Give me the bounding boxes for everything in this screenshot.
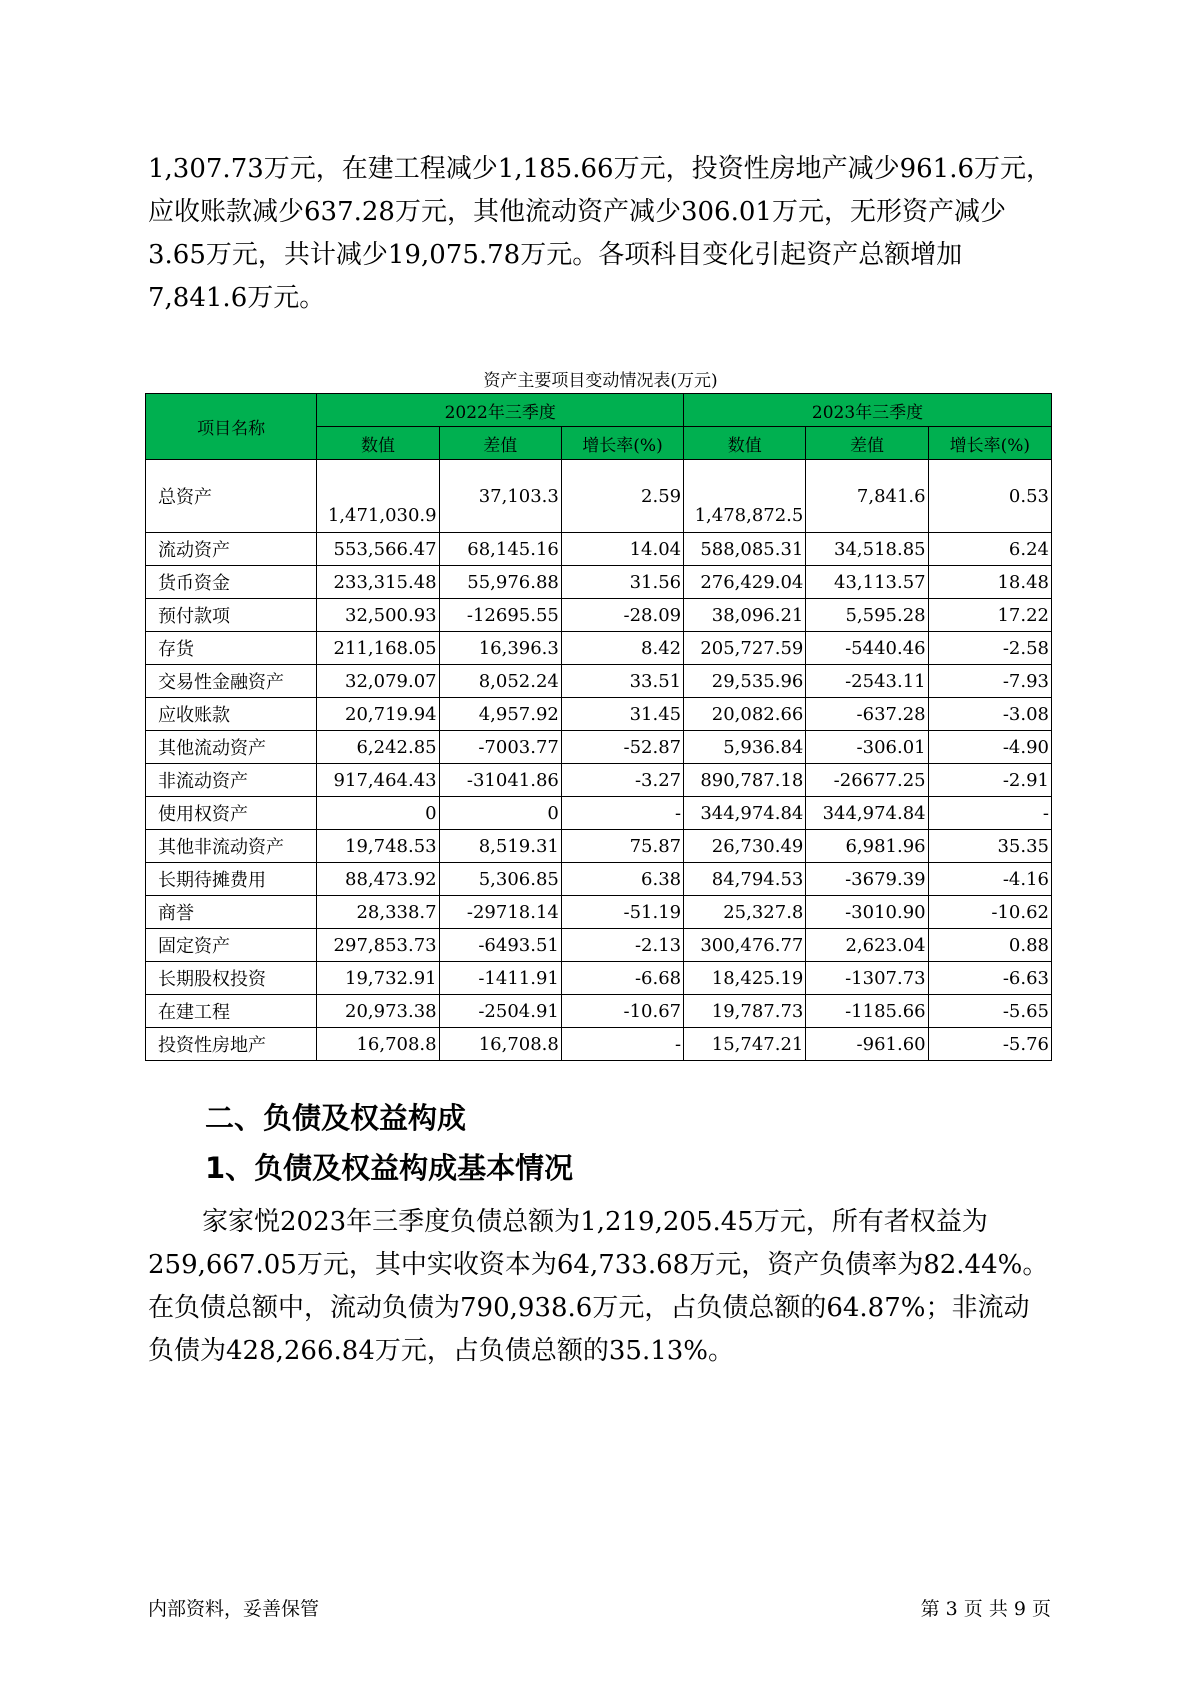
value-cell: -6.63 [928,962,1051,995]
row-label-cell: 其他非流动资产 [146,830,317,863]
intro-line: 1,307.73万元，在建工程减少1,185.66万元，投资性房地产减少961.6万元， [148,154,1052,184]
value-cell: -5.65 [928,995,1051,1028]
value-cell: 38,096.21 [684,599,806,632]
value-cell: 276,429.04 [684,566,806,599]
value-cell: -7003.77 [439,731,561,764]
table-row [146,599,1052,632]
value-cell: 2,623.04 [806,929,928,962]
row-label-cell: 应收账款 [146,698,317,731]
value-cell: 20,719.94 [317,698,439,731]
diff-header-2022: 差值 [439,427,561,460]
row-label-cell: 投资性房地产 [146,1028,317,1061]
value-cell: 588,085.31 [684,533,806,566]
value-cell: 211,168.05 [317,632,439,665]
table-row [146,764,1052,797]
value-cell: 29,535.96 [684,665,806,698]
value-cell: -4.16 [928,863,1051,896]
table-row [146,731,1052,764]
value-cell: 8.42 [561,632,683,665]
value-cell: 1,471,030.9 [317,460,439,533]
value-cell: 31.56 [561,566,683,599]
value-cell: -2504.91 [439,995,561,1028]
value-cell: -31041.86 [439,764,561,797]
value-cell: 75.87 [561,830,683,863]
value-cell: 5,595.28 [806,599,928,632]
row-label-cell: 总资产 [146,460,317,533]
item-name-header: 项目名称 [146,394,317,460]
table-row [146,896,1052,929]
row-label-cell: 商誉 [146,896,317,929]
footer-page-number: 第 3 页 共 9 页 [920,1598,1051,1620]
value-cell: 17.22 [928,599,1051,632]
table-row [146,863,1052,896]
body-paragraph [148,1201,1053,1373]
value-cell: -6493.51 [439,929,561,962]
value-cell: 300,476.77 [684,929,806,962]
value-cell: -29718.14 [439,896,561,929]
value-cell: 1,478,872.5 [684,460,806,533]
row-label-cell: 其他流动资产 [146,731,317,764]
value-cell: 205,727.59 [684,632,806,665]
value-cell: 35.35 [928,830,1051,863]
row-label-cell: 固定资产 [146,929,317,962]
intro-line: 3.65万元，共计减少19,075.78万元。各项科目变化引起资产总额增加 [148,240,963,270]
value-cell: 16,396.3 [439,632,561,665]
value-cell: -637.28 [806,698,928,731]
value-cell: -7.93 [928,665,1051,698]
table-row [146,665,1052,698]
value-cell: 6,242.85 [317,731,439,764]
value-cell: 0.88 [928,929,1051,962]
row-label-cell: 长期待摊费用 [146,863,317,896]
value-cell: 19,748.53 [317,830,439,863]
row-label-cell: 长期股权投资 [146,962,317,995]
value-cell: -4.90 [928,731,1051,764]
body-line: 家家悦2023年三季度负债总额为1,219,205.45万元，所有者权益为 [202,1207,988,1237]
footer-confidential-note: 内部资料，妥善保管 [148,1598,320,1620]
value-cell: 0 [317,797,439,830]
value-cell: 20,973.38 [317,995,439,1028]
value-cell: 34,518.85 [806,533,928,566]
value-cell: -28.09 [561,599,683,632]
value-cell: 33.51 [561,665,683,698]
table-row [146,632,1052,665]
section-heading: 二、负债及权益构成 [205,1101,467,1135]
value-cell: 18,425.19 [684,962,806,995]
growth-header-2023: 增长率(%) [928,427,1051,460]
value-cell: 18.48 [928,566,1051,599]
table-row [146,929,1052,962]
value-cell: 14.04 [561,533,683,566]
value-header-2023: 数值 [684,427,806,460]
value-cell: -12695.55 [439,599,561,632]
subsection-heading: 1、负债及权益构成基本情况 [205,1151,574,1185]
value-cell: 0 [439,797,561,830]
value-cell: -3.08 [928,698,1051,731]
value-cell: 25,327.8 [684,896,806,929]
value-cell: 890,787.18 [684,764,806,797]
table-row [146,698,1052,731]
value-cell: 344,974.84 [806,797,928,830]
table-row [146,830,1052,863]
value-cell: -3.27 [561,764,683,797]
diff-header-2023: 差值 [806,427,928,460]
group-header-2023: 2023年三季度 [684,394,1052,427]
value-cell: 84,794.53 [684,863,806,896]
value-cell: -2.91 [928,764,1051,797]
value-cell: -10.62 [928,896,1051,929]
value-cell: -2.13 [561,929,683,962]
row-label-cell: 交易性金融资产 [146,665,317,698]
value-cell: -3010.90 [806,896,928,929]
table-row [146,1028,1052,1061]
value-cell: 20,082.66 [684,698,806,731]
value-cell: -1411.91 [439,962,561,995]
value-cell: 7,841.6 [806,460,928,533]
value-cell: 37,103.3 [439,460,561,533]
table-row [146,460,1052,533]
value-cell: 6.38 [561,863,683,896]
table-caption: 资产主要项目变动情况表(万元) [483,371,718,391]
table-row [146,533,1052,566]
asset-change-table [145,393,1052,1061]
value-cell: -2543.11 [806,665,928,698]
value-cell: -1307.73 [806,962,928,995]
value-cell: 43,113.57 [806,566,928,599]
value-cell: 88,473.92 [317,863,439,896]
value-cell: 5,306.85 [439,863,561,896]
table-row [146,962,1052,995]
value-cell: 15,747.21 [684,1028,806,1061]
value-cell: 16,708.8 [317,1028,439,1061]
value-cell: 28,338.7 [317,896,439,929]
value-cell: 2.59 [561,460,683,533]
intro-line: 应收账款减少637.28万元，其他流动资产减少306.01万元，无形资产减少 [148,197,1006,227]
row-label-cell: 非流动资产 [146,764,317,797]
value-cell: 19,787.73 [684,995,806,1028]
value-cell: - [928,797,1051,830]
value-cell: 0.53 [928,460,1051,533]
value-cell: 344,974.84 [684,797,806,830]
table-body [146,460,1052,1061]
value-cell: -52.87 [561,731,683,764]
value-header-2022: 数值 [317,427,439,460]
value-cell: -6.68 [561,962,683,995]
row-label-cell: 流动资产 [146,533,317,566]
row-label-cell: 存货 [146,632,317,665]
value-cell: 8,519.31 [439,830,561,863]
value-cell: -2.58 [928,632,1051,665]
row-label-cell: 预付款项 [146,599,317,632]
value-cell: -51.19 [561,896,683,929]
table-row [146,995,1052,1028]
table-row [146,566,1052,599]
value-cell: -10.67 [561,995,683,1028]
value-cell: 68,145.16 [439,533,561,566]
value-cell: 6,981.96 [806,830,928,863]
value-cell: 6.24 [928,533,1051,566]
value-cell: - [561,1028,683,1061]
value-cell: -5.76 [928,1028,1051,1061]
value-cell: 19,732.91 [317,962,439,995]
value-cell: 917,464.43 [317,764,439,797]
value-cell: 55,976.88 [439,566,561,599]
group-header-2022: 2022年三季度 [317,394,684,427]
value-cell: 297,853.73 [317,929,439,962]
value-cell: 32,079.07 [317,665,439,698]
value-cell: 26,730.49 [684,830,806,863]
value-cell: 4,957.92 [439,698,561,731]
row-label-cell: 在建工程 [146,995,317,1028]
value-cell: -5440.46 [806,632,928,665]
body-line: 在负债总额中，流动负债为790,938.6万元，占负债总额的64.87%；非流动 [148,1293,1030,1323]
body-line: 负债为428,266.84万元，占负债总额的35.13%。 [148,1336,735,1366]
value-cell: 16,708.8 [439,1028,561,1061]
value-cell: 8,052.24 [439,665,561,698]
intro-line: 7,841.6万元。 [148,283,326,313]
value-cell: -3679.39 [806,863,928,896]
value-cell: - [561,797,683,830]
table-row [146,797,1052,830]
value-cell: -961.60 [806,1028,928,1061]
value-cell: 32,500.93 [317,599,439,632]
row-label-cell: 货币资金 [146,566,317,599]
body-line: 259,667.05万元，其中实收资本为64,733.68万元，资产负债率为82.44%。 [148,1250,1049,1280]
value-cell: -1185.66 [806,995,928,1028]
intro-paragraph [148,148,1053,320]
value-cell: -26677.25 [806,764,928,797]
growth-header-2022: 增长率(%) [561,427,683,460]
row-label-cell: 使用权资产 [146,797,317,830]
value-cell: 31.45 [561,698,683,731]
value-cell: -306.01 [806,731,928,764]
value-cell: 5,936.84 [684,731,806,764]
value-cell: 553,566.47 [317,533,439,566]
value-cell: 233,315.48 [317,566,439,599]
